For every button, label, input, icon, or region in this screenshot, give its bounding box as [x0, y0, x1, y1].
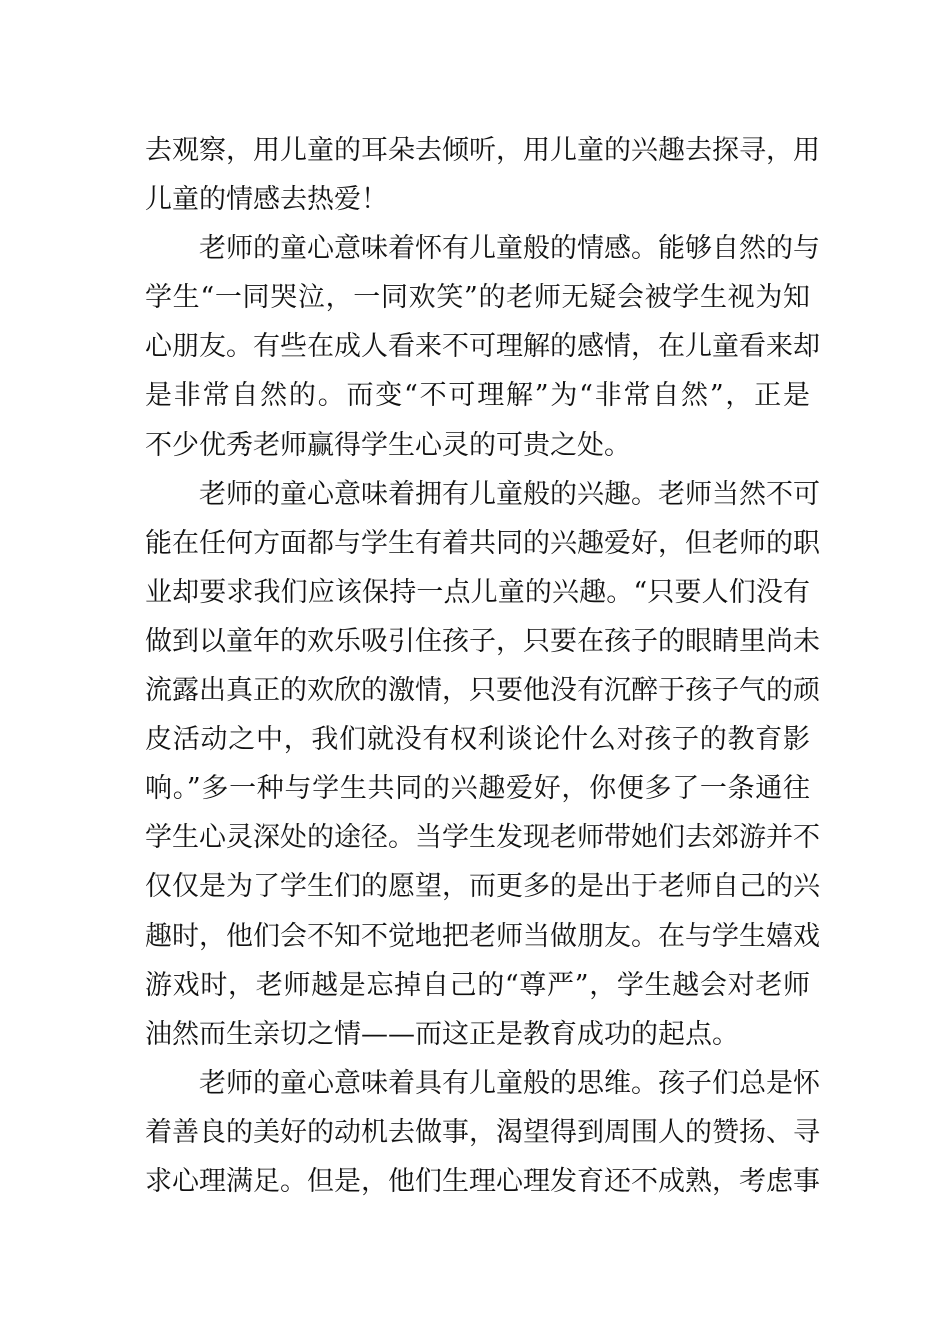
text-line: 老师的童心意味着怀有儿童般的情感。能够自然的与	[199, 233, 820, 265]
text-line: 是非常自然的。而变“不可理解”为“非常自然”，正是	[145, 380, 810, 412]
text-line: 老师的童心意味着具有儿童般的思维。孩子们总是怀	[199, 1067, 820, 1099]
text-line: 学生心灵深处的途径。当学生发现老师带她们去郊游并不	[145, 822, 820, 854]
text-line: 着善良的美好的动机去做事，渴望得到周围人的赞扬、寻	[145, 1116, 820, 1148]
text-line: 皮活动之中，我们就没有权利谈论什么对孩子的教育影	[145, 724, 810, 756]
text-line: 老师的童心意味着拥有儿童般的兴趣。老师当然不可	[199, 478, 820, 510]
text-line: 做到以童年的欢乐吸引住孩子，只要在孩子的眼睛里尚未	[145, 625, 820, 657]
text-line: 去观察，用儿童的耳朵去倾听，用儿童的兴趣去探寻，用	[145, 135, 820, 166]
text-line: 儿童的情感去热爱！	[145, 184, 388, 216]
text-line: 游戏时，老师越是忘掉自己的“尊严”，学生越会对老师	[145, 969, 810, 1001]
text-line: 心朋友。有些在成人看来不可理解的感情，在儿童看来却	[145, 331, 820, 363]
text-line: 流露出真正的欢欣的激情，只要他没有沉醉于孩子气的顽	[145, 675, 820, 707]
body-text	[145, 126, 820, 1206]
text-line: 油然而生亲切之情——而这正是教育成功的起点。	[145, 1018, 739, 1050]
text-line: 仅仅是为了学生们的愿望，而更多的是出于老师自己的兴	[145, 871, 820, 903]
text-line: 业却要求我们应该保持一点儿童的兴趣。“只要人们没有	[145, 576, 810, 608]
text-line: 学生“一同哭泣，一同欢笑”的老师无疑会被学生视为知	[145, 282, 810, 314]
text-line: 趣时，他们会不知不觉地把老师当做朋友。在与学生嬉戏	[145, 920, 820, 952]
text-line: 求心理满足。但是，他们生理心理发育还不成熟，考虑事	[145, 1165, 820, 1197]
text-line: 响。”多一种与学生共同的兴趣爱好，你便多了一条通往	[145, 773, 810, 805]
text-line: 不少优秀老师赢得学生心灵的可贵之处。	[145, 429, 631, 461]
text-line: 能在任何方面都与学生有着共同的兴趣爱好，但老师的职	[145, 527, 820, 559]
